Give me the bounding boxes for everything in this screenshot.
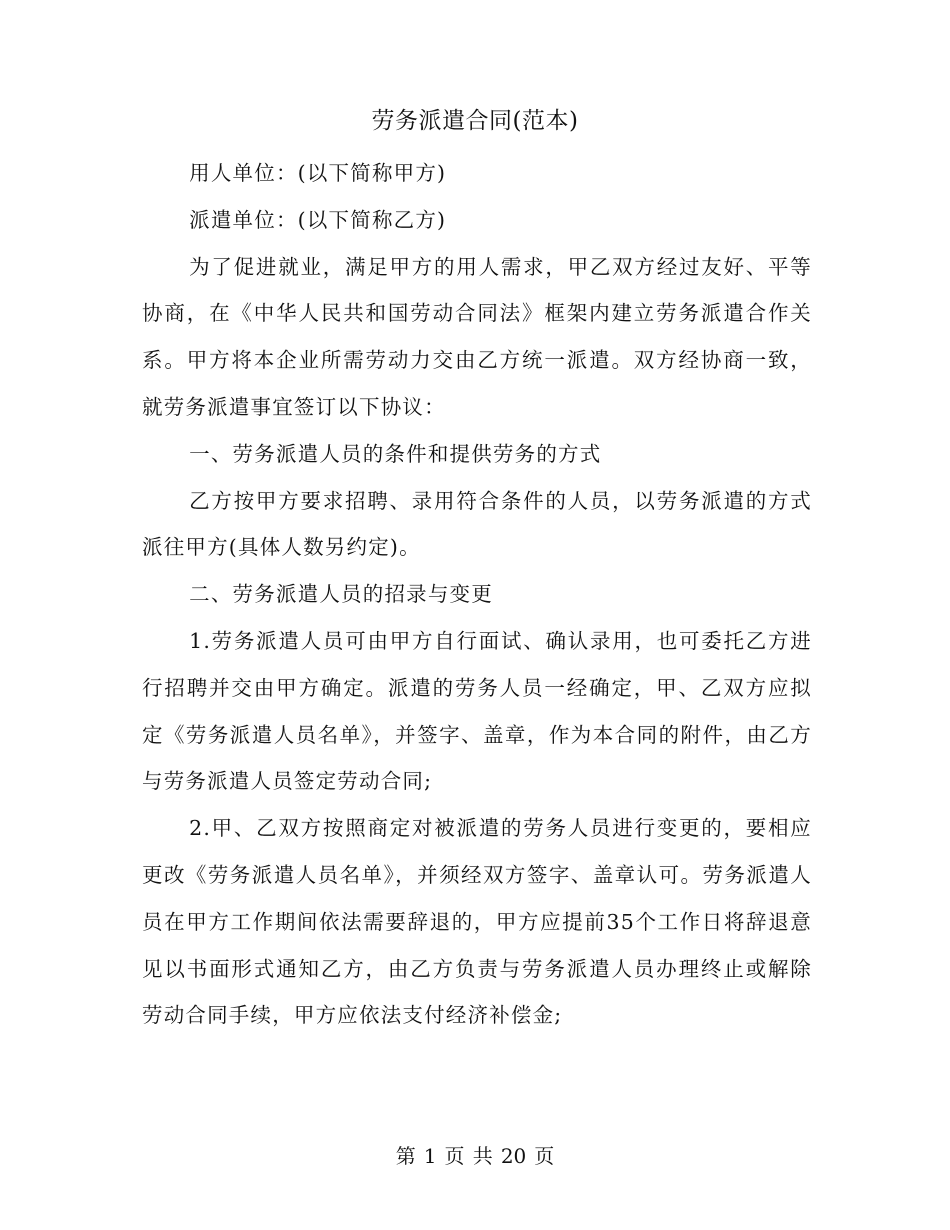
paragraph-dispatcher: 派遣单位：(以下简称乙方) (189, 207, 447, 232)
document-title: 劳务派遣合同(范本) (371, 108, 579, 134)
footer-total-pages: 20 (500, 1144, 527, 1168)
paragraph-clause-2: 2.甲、乙双方按照商定对被派遣的劳务人员进行变更的，要相应更改《劳务派遣人员名单》，并须经双方签字、盖章认可。劳务派遣人员在甲方工作期间依法需要辞退的，甲方应提前35个工作日将辞退意见以书面形式通知乙方，由乙方负责与劳务派遣人员办理终止或解除劳动合同手续，甲方应依法支付经济补偿金; (142, 816, 812, 1028)
footer-prefix: 第 (395, 1144, 416, 1168)
document-body (142, 150, 812, 1039)
paragraph-employer: 用人单位：(以下简称甲方) (189, 161, 447, 185)
footer-mid: 页 共 (444, 1144, 493, 1168)
paragraph-section-1: 乙方按甲方要求招聘、录用符合条件的人员，以劳务派遣的方式派往甲方(具体人数另约定)。 (142, 488, 812, 560)
section-heading-2: 二、劳务派遣人员的招录与变更 (189, 582, 493, 607)
page-footer (0, 1141, 950, 1171)
paragraph-preamble: 为了促进就业，满足甲方的用人需求，甲乙双方经过友好、平等协商，在《中华人民共和国劳动合同法》框架内建立劳务派遣合作关系。甲方将本企业所需劳动力交由乙方统一派遣。双方经协商一致，就劳务派遣事宜签订以下协议： (142, 254, 812, 419)
footer-page-number: 1 (423, 1144, 437, 1168)
footer-suffix: 页 (534, 1144, 555, 1168)
paragraph-clause-1: 1.劳务派遣人员可由甲方自行面试、确认录用，也可委托乙方进行招聘并交由甲方确定。派遣的劳务人员一经确定，甲、乙双方应拟定《劳务派遣人员名单》，并签字、盖章，作为本合同的附件，由乙方与劳务派遣人员签定劳动合同; (142, 628, 812, 794)
section-heading-1: 一、劳务派遣人员的条件和提供劳务的方式 (189, 441, 602, 466)
